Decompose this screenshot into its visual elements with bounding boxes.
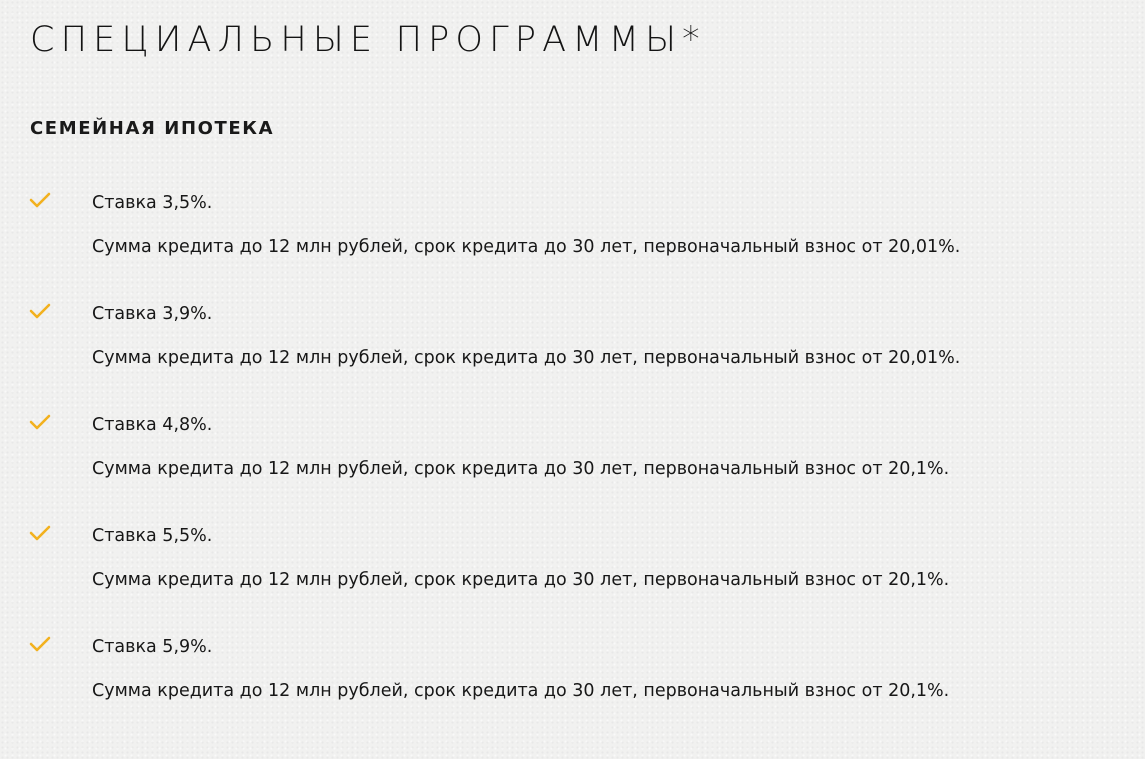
checkmark-icon	[29, 524, 51, 542]
page-title: СПЕЦИАЛЬНЫЕ ПРОГРАММЫ*	[30, 20, 706, 60]
program-item	[0, 413, 1145, 513]
program-item	[0, 635, 1145, 735]
checkmark-icon	[29, 413, 51, 431]
program-details: Сумма кредита до 12 млн рублей, срок кредита до 30 лет, первоначальный взнос от 20,1%.	[92, 681, 950, 701]
section-title: СЕМЕЙНАЯ ИПОТЕКА	[30, 118, 275, 139]
program-rate: Ставка 3,9%.	[92, 304, 213, 324]
program-item	[0, 191, 1145, 291]
program-rate: Ставка 5,5%.	[92, 526, 213, 546]
program-details: Сумма кредита до 12 млн рублей, срок кредита до 30 лет, первоначальный взнос от 20,1%.	[92, 570, 950, 590]
program-details: Сумма кредита до 12 млн рублей, срок кредита до 30 лет, первоначальный взнос от 20,1%.	[92, 459, 950, 479]
program-rate: Ставка 5,9%.	[92, 637, 213, 657]
checkmark-icon	[29, 191, 51, 209]
checkmark-icon	[29, 635, 51, 653]
program-item	[0, 524, 1145, 624]
program-details: Сумма кредита до 12 млн рублей, срок кредита до 30 лет, первоначальный взнос от 20,01%.	[92, 348, 961, 368]
program-rate: Ставка 4,8%.	[92, 415, 213, 435]
program-rate: Ставка 3,5%.	[92, 193, 213, 213]
program-details: Сумма кредита до 12 млн рублей, срок кредита до 30 лет, первоначальный взнос от 20,01%.	[92, 237, 961, 257]
program-item	[0, 302, 1145, 402]
checkmark-icon	[29, 302, 51, 320]
